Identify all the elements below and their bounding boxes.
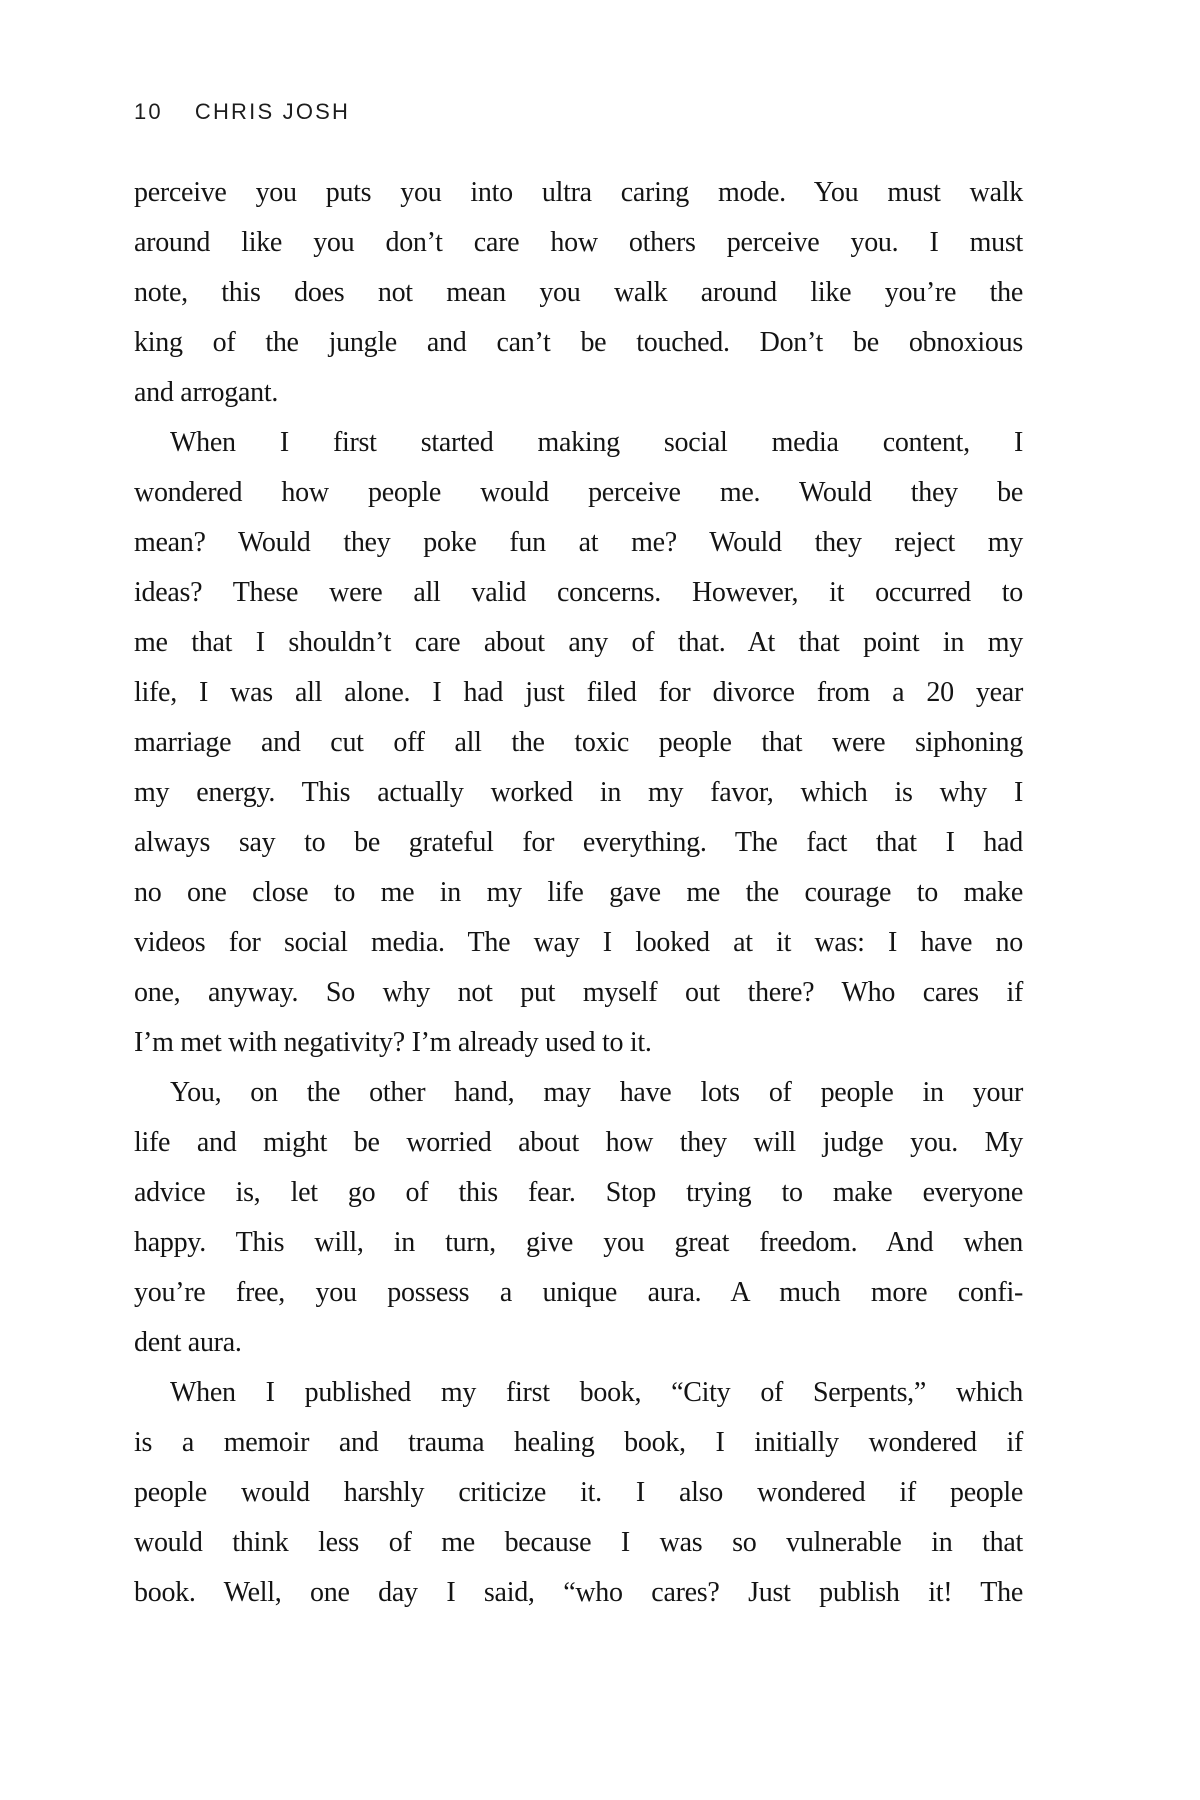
page-number: 10: [134, 99, 163, 124]
text-line: people would harshly criticize it. I also wondered if people: [134, 1477, 1023, 1508]
running-header: [134, 99, 350, 125]
text-line: dent aura.: [134, 1327, 242, 1358]
text-line: and arrogant.: [134, 377, 279, 408]
text-line: note, this does not mean you walk around like you’re the: [134, 277, 1023, 308]
running-title-author: CHRIS JOSH: [194, 99, 351, 124]
text-line: happy. This will, in turn, give you great freedom. And when: [134, 1227, 1023, 1258]
paragraph-4: [134, 1368, 1023, 1618]
paragraph-2: [134, 418, 1023, 1068]
text-line: king of the jungle and can’t be touched. Don’t be obnoxious: [134, 327, 1023, 358]
text-line: videos for social media. The way I looked at it was: I have no: [134, 927, 1023, 958]
text-line: me that I shouldn’t care about any of that. At that point in my: [134, 627, 1023, 658]
text-line: mean? Would they poke fun at me? Would they reject my: [134, 527, 1023, 558]
text-line: You, on the other hand, may have lots of people in your: [170, 1077, 1023, 1108]
text-line: book. Well, one day I said, “who cares? Just publish it! The: [134, 1577, 1023, 1608]
text-line: my energy. This actually worked in my favor, which is why I: [134, 777, 1023, 808]
paragraph-3: [134, 1068, 1023, 1368]
text-line: would think less of me because I was so vulnerable in that: [134, 1527, 1023, 1558]
text-line: When I first started making social media content, I: [170, 427, 1023, 458]
text-line: ideas? These were all valid concerns. However, it occurred to: [134, 577, 1023, 608]
text-line: I’m met with negativity? I’m already used to it.: [134, 1027, 652, 1058]
paragraph-1: [134, 168, 1023, 418]
text-line: When I published my first book, “City of Serpents,” which: [170, 1377, 1023, 1408]
text-line: life and might be worried about how they will judge you. My: [134, 1127, 1023, 1158]
text-line: around like you don’t care how others perceive you. I must: [134, 227, 1023, 258]
body-text: [134, 168, 1023, 1618]
text-line: life, I was all alone. I had just filed for divorce from a 20 year: [134, 677, 1023, 708]
text-line: wondered how people would perceive me. Would they be: [134, 477, 1023, 508]
text-line: you’re free, you possess a unique aura. A much more confi-: [134, 1277, 1023, 1308]
text-line: is a memoir and trauma healing book, I initially wondered if: [134, 1427, 1023, 1458]
text-line: marriage and cut off all the toxic people that were siphoning: [134, 727, 1023, 758]
text-line: advice is, let go of this fear. Stop trying to make everyone: [134, 1177, 1023, 1208]
text-line: perceive you puts you into ultra caring mode. You must walk: [134, 177, 1023, 208]
text-line: no one close to me in my life gave me the courage to make: [134, 877, 1023, 908]
text-line: one, anyway. So why not put myself out there? Who cares if: [134, 977, 1023, 1008]
text-line: always say to be grateful for everything. The fact that I had: [134, 827, 1023, 858]
